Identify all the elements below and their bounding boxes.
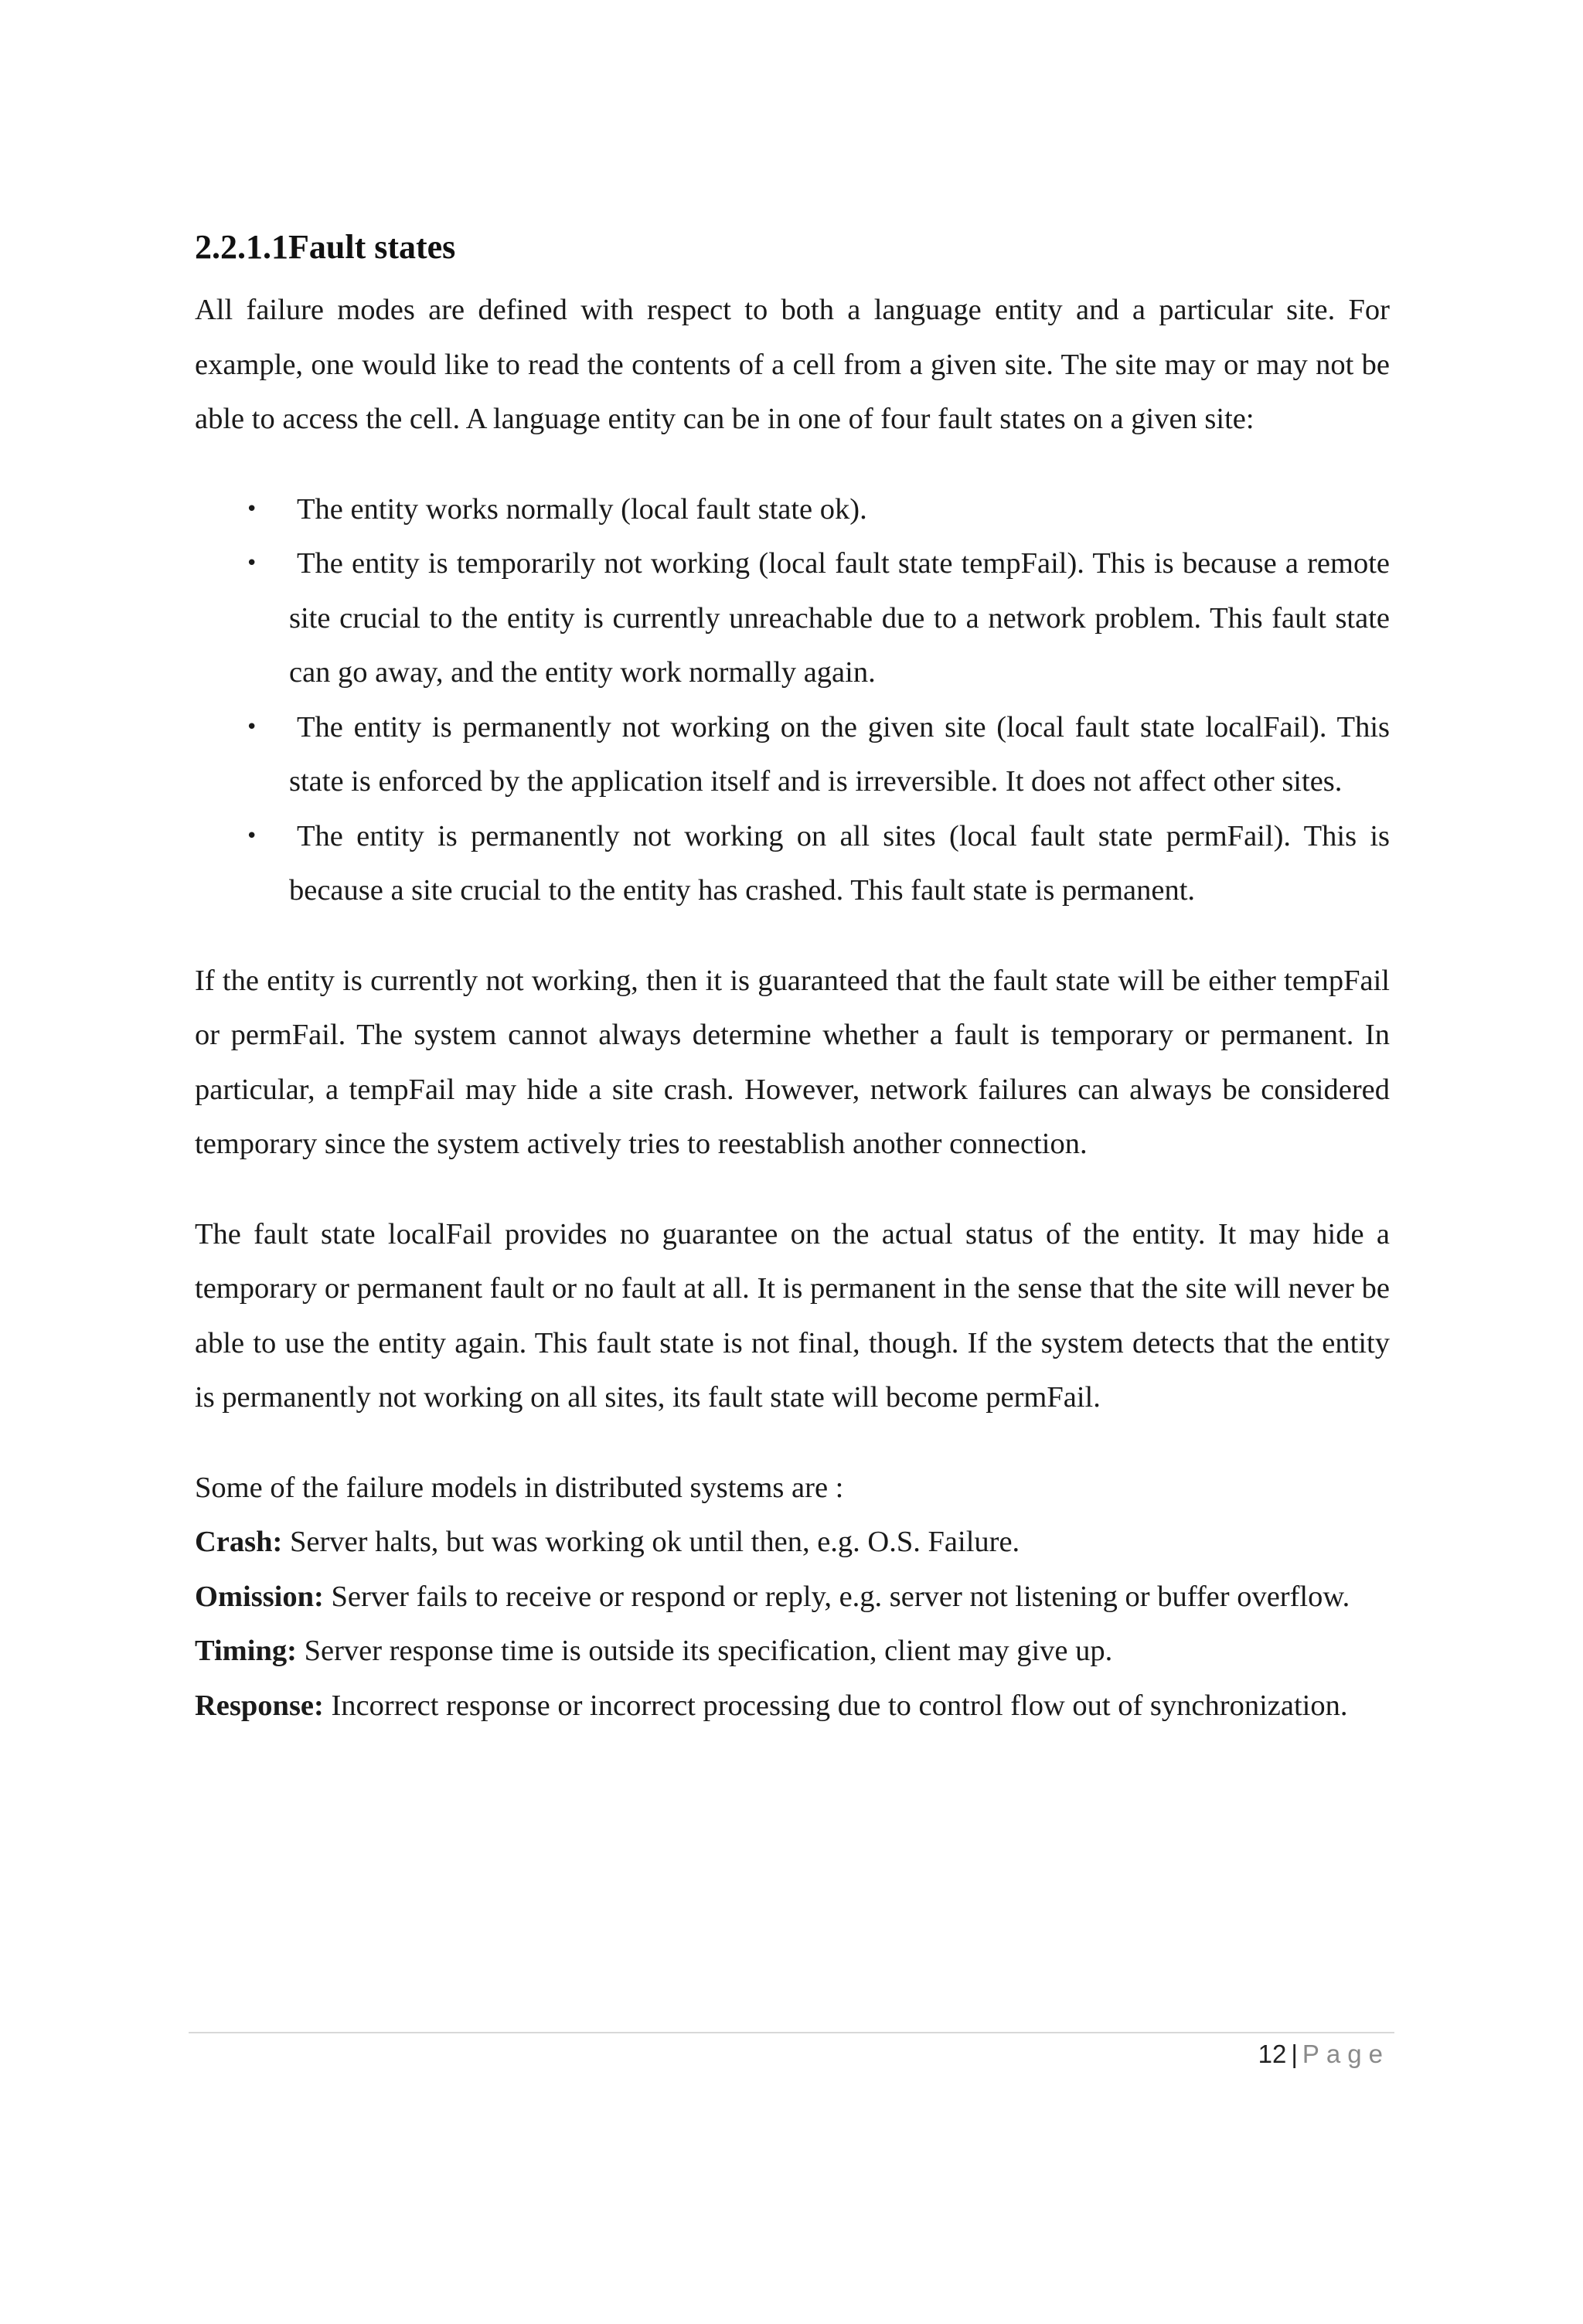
bullet-icon: • — [246, 824, 258, 848]
section-heading: 2.2.1.1Fault states — [195, 228, 456, 266]
failure-model-omission — [195, 1570, 1390, 1625]
model-term: Timing: — [195, 1635, 297, 1667]
list-item-text: The entity is permanently not working on all sites (local fault state permFail). This is because a site crucial to the entity has crashed. This fault state is permanent. — [289, 819, 1390, 907]
footer-separator: | — [1291, 2040, 1298, 2068]
model-description: Incorrect response or incorrect processing due to control flow out of synchronization. — [331, 1689, 1348, 1722]
bullet-icon: • — [246, 552, 258, 575]
failure-model-timing — [195, 1624, 1390, 1679]
model-description: Server fails to receive or respond or reply, e.g. server not listening or buffer overflow. — [331, 1580, 1350, 1613]
model-description: Server halts, but was working ok until then, e.g. O.S. Failure. — [289, 1526, 1020, 1558]
paragraph-gap — [195, 447, 1390, 482]
page-label: Page — [1302, 2040, 1390, 2068]
intro-paragraph: All failure modes are defined with respect to both a language entity and a particular site. For example, one would like to read the contents of a cell from a given site. The site may or may not be able to access the cell. A language entity can be in one of four fault states on a given site: — [195, 294, 1390, 435]
page-content — [195, 224, 1390, 1733]
paragraph-gap — [195, 1425, 1390, 1461]
bullet-icon: • — [246, 715, 258, 739]
list-item — [195, 482, 1390, 537]
guarantee-paragraph: If the entity is currently not working, then it is guaranteed that the fault state will be either tempFail or permFail. The system cannot always determine whether a fault is temporary or permanent. In particular, a tempFail may hide a site crash. However, network failures can always be considered temporary since the system actively tries to reestablish another connection. — [195, 964, 1390, 1160]
page-number: 12 — [1258, 2040, 1287, 2068]
list-item-text: The entity works normally (local fault state ok). — [297, 492, 867, 526]
model-term: Response: — [195, 1689, 324, 1722]
failure-model-response — [195, 1679, 1390, 1734]
list-item-text: The entity is permanently not working on the given site (local fault state localFail). This state is enforced by the application itself and is irreversible. It does not affect other sites. — [289, 710, 1390, 798]
model-term: Crash: — [195, 1526, 283, 1558]
failure-model-crash — [195, 1515, 1390, 1570]
localfail-paragraph: The fault state localFail provides no guarantee on the actual status of the entity. It may hide a temporary or permanent fault or no fault at all. It is permanent in the sense that the site will never be able to use the entity again. This fault state is not final, though. If the system detects that the entity is permanently not working on all sites, its fault state will become permFail. — [195, 1217, 1390, 1414]
paragraph-gap — [195, 1172, 1390, 1207]
model-term: Omission: — [195, 1580, 324, 1613]
list-item — [195, 536, 1390, 700]
page-footer — [1258, 2036, 1390, 2073]
list-item — [195, 809, 1390, 918]
list-item-text: The entity is temporarily not working (local fault state tempFail). This is because a remote site crucial to the entity is currently unreachable due to a network problem. This fault state can go away, and the entity work normally again. — [289, 547, 1390, 689]
footer-divider — [189, 2032, 1394, 2033]
fault-state-list — [195, 482, 1390, 918]
model-description: Server response time is outside its specification, client may give up. — [304, 1635, 1113, 1667]
list-item — [195, 700, 1390, 809]
failure-models-intro: Some of the failure models in distributed systems are : — [195, 1471, 844, 1504]
paragraph-gap — [195, 918, 1390, 954]
bullet-icon: • — [246, 497, 258, 521]
